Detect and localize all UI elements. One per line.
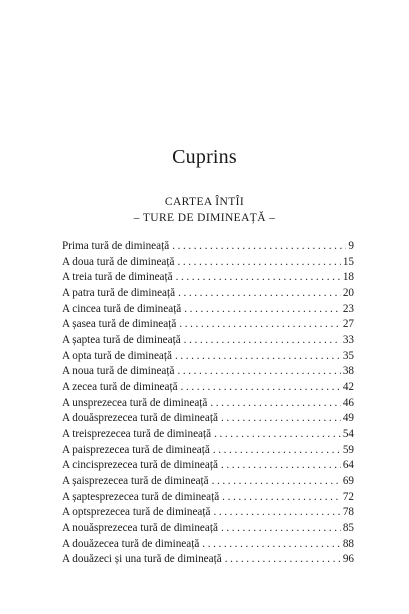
toc-entry-page: 33 — [342, 334, 354, 347]
toc-entry — [62, 303, 354, 319]
toc-entry-label: A șaptea tură de dimineață — [62, 334, 181, 347]
toc-entry-page: 78 — [342, 506, 354, 519]
toc-entry — [62, 491, 354, 507]
toc-dot-leader — [225, 553, 341, 565]
toc-entry — [62, 475, 354, 491]
toc-entry — [62, 506, 354, 522]
toc-entry — [62, 381, 354, 397]
toc-entry-page: 38 — [342, 365, 354, 378]
toc-entry-label: A douăzecea tură de dimineață — [62, 537, 200, 550]
toc-entry — [62, 553, 354, 569]
toc-dot-leader — [172, 240, 346, 252]
toc-entry — [62, 318, 354, 334]
toc-entry — [62, 444, 354, 460]
toc-dot-leader — [181, 381, 341, 393]
toc-dot-leader — [175, 350, 341, 362]
toc-entry-label: A șaptesprezecea tură de dimineață — [62, 490, 220, 503]
toc-entry-page: 69 — [342, 475, 354, 488]
toc-dot-leader — [202, 538, 341, 550]
toc-entry-label: A douăsprezecea tură de dimineață — [62, 412, 218, 425]
toc-entry-page: 46 — [342, 396, 354, 409]
table-of-contents — [62, 240, 354, 569]
page-title: Cuprins — [172, 146, 237, 168]
toc-entry — [62, 256, 354, 272]
toc-entry-page: 72 — [342, 490, 354, 503]
toc-entry-label: A cincea tură de dimineață — [62, 302, 182, 315]
toc-dot-leader — [213, 444, 341, 456]
toc-dot-leader — [177, 256, 340, 268]
toc-entry-label: A treia tură de dimineață — [62, 271, 173, 284]
toc-entry-label: A optsprezecea tură de dimineață — [62, 506, 211, 519]
toc-dot-leader — [184, 303, 341, 315]
toc-entry-label: A șaisprezecea tură de dimineață — [62, 475, 209, 488]
toc-entry-page: 27 — [342, 318, 354, 331]
toc-entry — [62, 365, 354, 381]
toc-dot-leader — [213, 506, 340, 518]
toc-entry-page: 88 — [342, 537, 354, 550]
toc-entry-label: A nouăsprezecea tură de dimineață — [62, 522, 218, 535]
toc-entry-label: Prima tură de dimineață — [62, 240, 170, 252]
toc-entry-page: 49 — [342, 412, 354, 425]
toc-entry-label: A noua tură de dimineață — [62, 365, 175, 378]
toc-entry-label: A cincisprezecea tură de dimineață — [62, 459, 218, 472]
toc-entry-page: 20 — [342, 287, 354, 300]
toc-dot-leader — [221, 412, 341, 424]
toc-entry-label: A opta tură de dimineață — [62, 349, 172, 362]
toc-entry — [62, 350, 354, 366]
toc-entry — [62, 538, 354, 554]
toc-entry-label: A paisprezecea tură de dimineață — [62, 443, 210, 456]
toc-entry-page: 15 — [342, 255, 354, 268]
toc-entry — [62, 271, 354, 287]
toc-entry-page: 23 — [342, 302, 354, 315]
toc-entry-page: 96 — [342, 553, 354, 566]
toc-dot-leader — [214, 428, 341, 440]
toc-dot-leader — [221, 459, 341, 471]
toc-entry — [62, 240, 354, 256]
toc-entry-label: A douăzeci și una tură de dimineață — [62, 553, 222, 566]
toc-entry-label: A șasea tură de dimineață — [62, 318, 177, 331]
toc-entry — [62, 522, 354, 538]
toc-entry-page: 35 — [342, 349, 354, 362]
toc-entry — [62, 459, 354, 475]
book-heading: CARTEA ÎNTÎI — [164, 196, 245, 208]
toc-dot-leader — [178, 287, 341, 299]
toc-dot-leader — [222, 491, 341, 503]
toc-entry-label: A treisprezecea tură de dimineață — [62, 428, 212, 441]
toc-dot-leader — [212, 475, 341, 487]
toc-entry — [62, 412, 354, 428]
toc-entry — [62, 334, 354, 350]
book-subtitle: – TURE DE DIMINEAȚĂ – — [133, 212, 276, 224]
toc-dot-leader — [176, 271, 341, 283]
toc-entry — [62, 428, 354, 444]
toc-entry-page: 9 — [348, 240, 354, 252]
toc-entry-label: A patra tură de dimineață — [62, 287, 176, 300]
toc-dot-leader — [184, 334, 341, 346]
toc-entry — [62, 397, 354, 413]
toc-entry-label: A zecea tură de dimineață — [62, 381, 178, 394]
toc-entry-label: A doua tură de dimineață — [62, 255, 175, 268]
toc-entry-page: 64 — [342, 459, 354, 472]
toc-dot-leader — [221, 522, 341, 534]
toc-entry-label: A unsprezecea tură de dimineață — [62, 396, 208, 409]
toc-entry-page: 42 — [342, 381, 354, 394]
toc-dot-leader — [177, 365, 340, 377]
toc-entry-page: 85 — [342, 522, 354, 535]
toc-entry — [62, 287, 354, 303]
toc-dot-leader — [210, 397, 340, 409]
toc-entry-page: 18 — [342, 271, 354, 284]
toc-entry-page: 59 — [342, 443, 354, 456]
toc-dot-leader — [179, 318, 340, 330]
toc-entry-page: 54 — [342, 428, 354, 441]
